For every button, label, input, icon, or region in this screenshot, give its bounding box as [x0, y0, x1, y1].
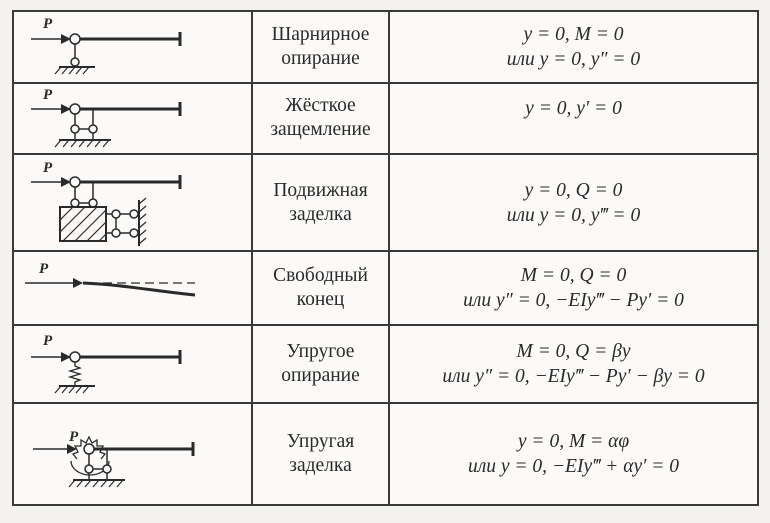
elastic-support-icon: [15, 329, 250, 399]
elastic-clamp-icon: [15, 409, 250, 499]
hinged-support-icon: [15, 14, 250, 80]
svg-text:P: P: [43, 159, 53, 176]
support-type-name: Упругое опирание: [252, 325, 389, 403]
free-end-diagram: [13, 251, 252, 325]
elastic-clamp-diagram: [13, 403, 252, 505]
svg-text:P: P: [43, 87, 53, 104]
table-row: [13, 251, 758, 325]
svg-text:P: P: [43, 332, 53, 349]
fixed-clamp-diagram: [13, 83, 252, 155]
boundary-condition: M = 0, Q = 0 или y″ = 0, −EIy‴ − Py′ = 0: [389, 251, 758, 325]
svg-text:P: P: [39, 261, 49, 278]
sliding-clamp-icon: [15, 158, 250, 248]
table-row: [13, 11, 758, 83]
free-end-icon: [15, 255, 250, 321]
support-type-name: Шарнирное опирание: [252, 11, 389, 83]
support-type-name: Упругая заделка: [252, 403, 389, 505]
fixed-clamp-icon: [15, 85, 250, 151]
table-row: [13, 83, 758, 155]
hinged-support-diagram: [13, 11, 252, 83]
table-row: [13, 403, 758, 505]
sliding-clamp-diagram: [13, 154, 252, 251]
boundary-condition: y = 0, M = 0 или y = 0, y″ = 0: [389, 11, 758, 83]
boundary-condition: y = 0, Q = 0 или y = 0, y‴ = 0: [389, 154, 758, 251]
svg-text:P: P: [69, 428, 79, 445]
table-row: [13, 154, 758, 251]
elastic-support-diagram: [13, 325, 252, 403]
table-row: [13, 325, 758, 403]
boundary-conditions-table: [12, 10, 759, 506]
boundary-condition: y = 0, y′ = 0: [389, 83, 758, 155]
boundary-condition: M = 0, Q = βy или y″ = 0, −EIy‴ − Py′ − βy = 0: [389, 325, 758, 403]
support-type-name: Свободный конец: [252, 251, 389, 325]
support-type-name: Подвижная заделка: [252, 154, 389, 251]
support-type-name: Жёсткое защемление: [252, 83, 389, 155]
boundary-condition: y = 0, M = αφ или y = 0, −EIy‴ + αy′ = 0: [389, 403, 758, 505]
svg-text:P: P: [43, 15, 53, 32]
